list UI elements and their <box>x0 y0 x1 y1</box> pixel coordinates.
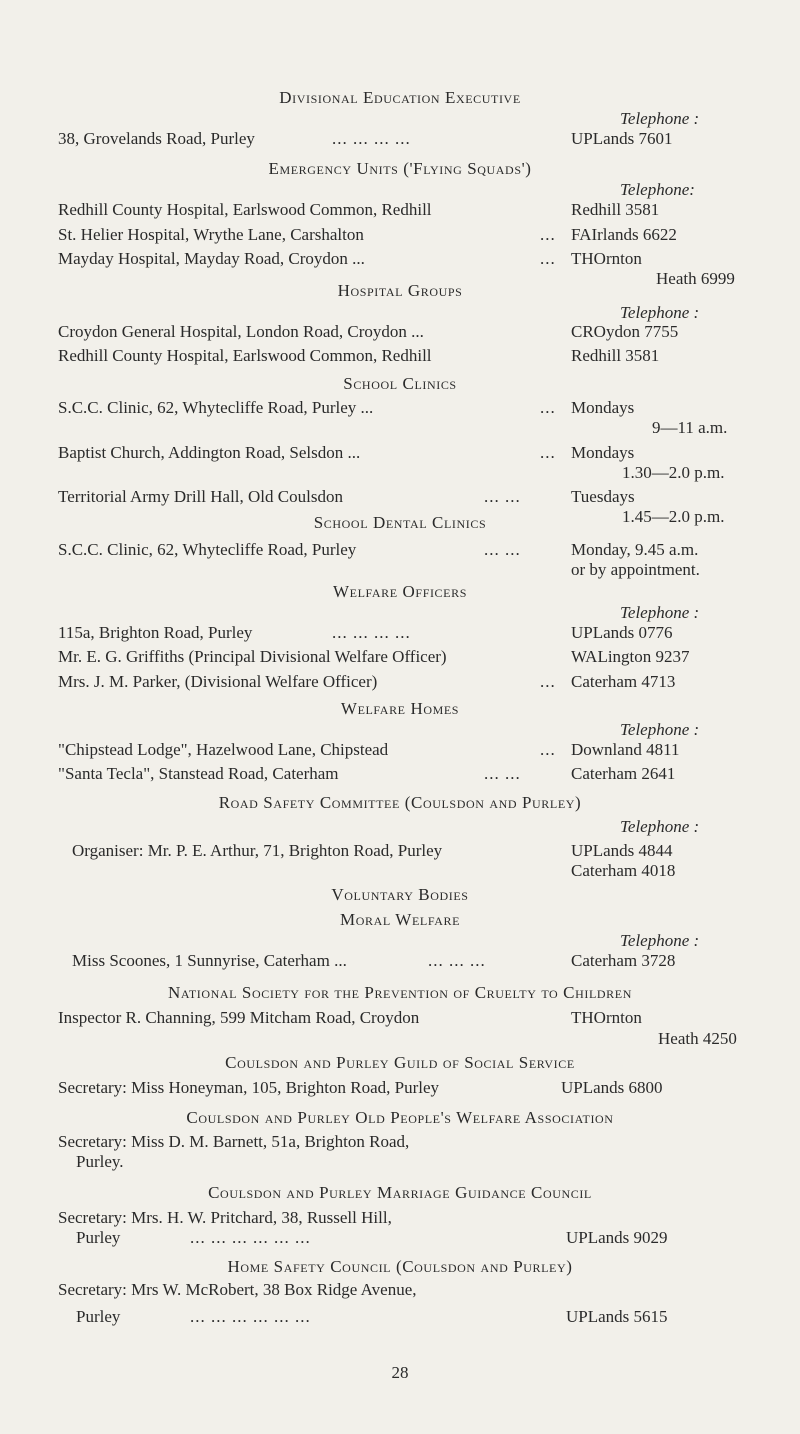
entry-telephone: THOrnton <box>571 1008 642 1027</box>
entry-telephone: CROydon 7755 <box>571 322 679 341</box>
entry-schedule-note: or by appointment. <box>571 560 700 579</box>
entry-address: Mrs. J. M. Parker, (Divisional Welfare Officer) <box>58 672 378 691</box>
entry-address: 115a, Brighton Road, Purley <box>58 623 253 642</box>
telephone-label: Telephone : <box>620 603 700 622</box>
entry-telephone: Caterham 2641 <box>571 764 676 783</box>
entry-telephone: Redhill 3581 <box>571 346 660 365</box>
entry-telephone: UPLands 4844 <box>571 841 673 860</box>
heading-marriage-guidance: Coulsdon and Purley Marriage Guidance Council <box>208 1183 592 1202</box>
entry-telephone-cont: Heath 6999 <box>656 269 735 288</box>
heading-old-peoples-welfare: Coulsdon and Purley Old People's Welfare Association <box>186 1108 614 1127</box>
entry-address: Miss Scoones, 1 Sunnyrise, Caterham ... <box>72 951 347 970</box>
heading-welfare-homes: Welfare Homes <box>340 699 460 718</box>
entry-telephone: Caterham 4713 <box>571 672 676 691</box>
entry-telephone: THOrnton <box>571 249 642 268</box>
entry-schedule: Mondays <box>571 398 635 417</box>
entry-telephone: Downland 4811 <box>571 740 680 759</box>
entry-address: Secretary: Mrs W. McRobert, 38 Box Ridge Avenue, <box>58 1280 417 1299</box>
leader-dots: ... ... ... ... <box>332 623 411 642</box>
entry-telephone-second: Caterham 4018 <box>571 861 676 880</box>
leader-dots: ... ... <box>484 487 521 506</box>
entry-address: Mayday Hospital, Mayday Road, Croydon ... <box>58 249 365 268</box>
entry-schedule-time: 1.45—2.0 p.m. <box>622 507 725 526</box>
heading-hospital-groups: Hospital Groups <box>337 281 463 300</box>
heading-home-safety-council: Home Safety Council (Coulsdon and Purley) <box>227 1257 573 1276</box>
entry-telephone: WALington 9237 <box>571 647 690 666</box>
entry-telephone: UPLands 7601 <box>571 129 673 148</box>
entry-telephone: Caterham 3728 <box>571 951 676 970</box>
heading-school-dental-clinics: School Dental Clinics <box>313 513 487 532</box>
entry-telephone: Redhill 3581 <box>571 200 660 219</box>
entry-telephone: UPLands 6800 <box>561 1078 663 1097</box>
entry-address: "Chipstead Lodge", Hazelwood Lane, Chipstead <box>58 740 389 759</box>
leader-dots: ... <box>540 225 556 244</box>
entry-address: Secretary: Mrs. H. W. Pritchard, 38, Russell Hill, <box>58 1208 392 1227</box>
entry-schedule: Mondays <box>571 443 635 462</box>
leader-dots: ... <box>540 249 556 268</box>
entry-telephone: UPLands 9029 <box>566 1228 668 1247</box>
leader-dots: ... <box>540 398 556 417</box>
entry-address-cont: Purley <box>76 1307 121 1326</box>
entry-telephone: UPLands 0776 <box>571 623 673 642</box>
entry-address: Baptist Church, Addington Road, Selsdon ... <box>58 443 361 462</box>
leader-dots: ... <box>540 672 556 691</box>
leader-dots: ... ... ... <box>428 951 486 970</box>
entry-address: Territorial Army Drill Hall, Old Coulsdon <box>58 487 343 506</box>
entry-schedule: Tuesdays <box>571 487 635 506</box>
leader-dots: ... ... ... ... <box>332 129 411 148</box>
leader-dots: ... <box>540 443 556 462</box>
entry-address: Secretary: Miss Honeyman, 105, Brighton Road, Purley <box>58 1078 440 1097</box>
heading-emergency-units: Emergency Units ('Flying Squads') <box>268 159 532 178</box>
telephone-label: Telephone: <box>620 180 695 199</box>
entry-schedule: Monday, 9.45 a.m. <box>571 540 699 559</box>
entry-address: Mr. E. G. Griffiths (Principal Divisional Welfare Officer) <box>58 647 447 666</box>
entry-address: S.C.C. Clinic, 62, Whytecliffe Road, Purley <box>58 540 357 559</box>
heading-welfare-officers: Welfare Officers <box>333 582 467 601</box>
page-number: 28 <box>391 1363 409 1382</box>
telephone-label: Telephone : <box>620 817 700 836</box>
entry-address-cont: Purley <box>76 1228 121 1247</box>
heading-road-safety-committee: Road Safety Committee (Coulsdon and Purley) <box>218 793 582 812</box>
entry-telephone: UPLands 5615 <box>566 1307 668 1326</box>
entry-address: Inspector R. Channing, 599 Mitcham Road, Croydon <box>58 1008 420 1027</box>
entry-address: Secretary: Miss D. M. Barnett, 51a, Brighton Road, <box>58 1132 410 1151</box>
heading-divisional-education-executive: Divisional Education Executive <box>279 88 521 107</box>
entry-schedule-time: 9—11 a.m. <box>652 418 728 437</box>
leader-dots: ... <box>540 740 556 759</box>
heading-guild-of-social-service: Coulsdon and Purley Guild of Social Service <box>225 1053 575 1072</box>
entry-address: 38, Grovelands Road, Purley <box>58 129 255 148</box>
entry-address: "Santa Tecla", Stanstead Road, Caterham <box>58 764 339 783</box>
entry-address: St. Helier Hospital, Wrythe Lane, Carshalton <box>58 225 364 244</box>
leader-dots: ... ... ... ... ... ... <box>190 1228 311 1247</box>
leader-dots: ... ... <box>484 540 521 559</box>
leader-dots: ... ... <box>484 764 521 783</box>
entry-address: Redhill County Hospital, Earlswood Common, Redhill <box>58 200 432 219</box>
entry-address-cont: Purley. <box>76 1152 124 1171</box>
entry-address: Organiser: Mr. P. E. Arthur, 71, Brighton Road, Purley <box>72 841 443 860</box>
heading-school-clinics: School Clinics <box>343 374 457 393</box>
entry-schedule-time: 1.30—2.0 p.m. <box>622 463 725 482</box>
telephone-label: Telephone : <box>620 720 700 739</box>
entry-address: Croydon General Hospital, London Road, Croydon ... <box>58 322 424 341</box>
heading-moral-welfare: Moral Welfare <box>339 910 460 929</box>
entry-address: S.C.C. Clinic, 62, Whytecliffe Road, Purley ... <box>58 398 374 417</box>
telephone-label: Telephone : <box>620 303 700 322</box>
entry-telephone: FAIrlands 6622 <box>571 225 677 244</box>
heading-voluntary-bodies: Voluntary Bodies <box>331 885 469 904</box>
heading-nspcc: National Society for the Prevention of Cruelty to Children <box>168 983 632 1002</box>
telephone-label: Telephone : <box>620 109 700 128</box>
entry-telephone-cont: Heath 4250 <box>658 1029 737 1048</box>
entry-address: Redhill County Hospital, Earlswood Common, Redhill <box>58 346 432 365</box>
telephone-label: Telephone : <box>620 931 700 950</box>
leader-dots: ... ... ... ... ... ... <box>190 1307 311 1326</box>
